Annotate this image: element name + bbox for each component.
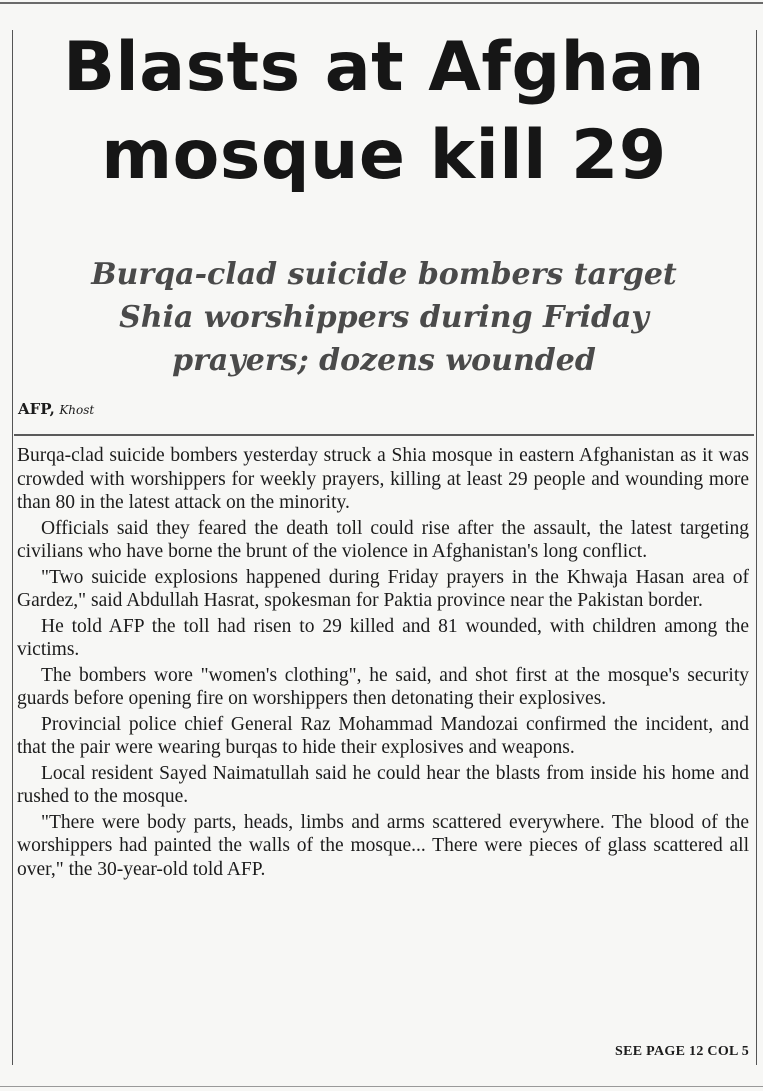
paragraph: Burqa-clad suicide bombers yesterday struck a Shia mosque in eastern Afghanistan as it was crowded with worshippers for weekly prayers, killing at least 29 people and wounding more than 80 in the latest attack on the minority.	[17, 445, 749, 513]
subheadline-line-3: prayers; dozens wounded	[172, 343, 596, 378]
headline-line-2: mosque kill 29	[101, 116, 667, 195]
byline-dateline: Khost	[59, 403, 95, 417]
bottom-rule	[0, 1086, 763, 1087]
top-rule	[0, 2, 763, 4]
byline	[18, 400, 94, 418]
paragraph: He told AFP the toll had risen to 29 killed and 81 wounded, with children among the victims.	[17, 615, 749, 660]
subheadline-line-2: Shia worshippers during Friday	[119, 300, 649, 335]
paragraph: Officials said they feared the death toll could rise after the assault, the latest targeting civilians who have borne the brunt of the violence in Afghanistan's long conflict.	[17, 517, 749, 562]
article-body	[17, 444, 749, 883]
headline	[14, 24, 754, 200]
subheadline-line-1: Burqa-clad suicide bombers target	[91, 257, 677, 292]
byline-agency: AFP,	[18, 400, 55, 418]
paragraph: The bombers wore "women's clothing", he said, and shot first at the mosque's security guards before opening fire on worshippers then detonating their explosives.	[17, 664, 749, 709]
paragraph: "Two suicide explosions happened during Friday prayers in the Khwaja Hasan area of Gardez," said Abdullah Hasrat, spokesman for Paktia province near the Pakistan border.	[17, 566, 749, 611]
headline-line-1: Blasts at Afghan	[63, 28, 705, 107]
continued-on-page: SEE PAGE 12 COL 5	[615, 1044, 749, 1059]
right-column-rule	[756, 30, 757, 1065]
paragraph: Local resident Sayed Naimatullah said he could hear the blasts from inside his home and rushed to the mosque.	[17, 762, 749, 807]
byline-rule	[14, 434, 754, 436]
paragraph: Provincial police chief General Raz Mohammad Mandozai confirmed the incident, and that the pair were wearing burqas to hide their explosives and weapons.	[17, 713, 749, 758]
paragraph: "There were body parts, heads, limbs and arms scattered everywhere. The blood of the worshippers had painted the walls of the mosque... There were pieces of glass scattered all over," the 30-year-old told AFP.	[17, 811, 749, 880]
left-column-rule	[12, 30, 13, 1065]
subheadline	[14, 253, 754, 382]
